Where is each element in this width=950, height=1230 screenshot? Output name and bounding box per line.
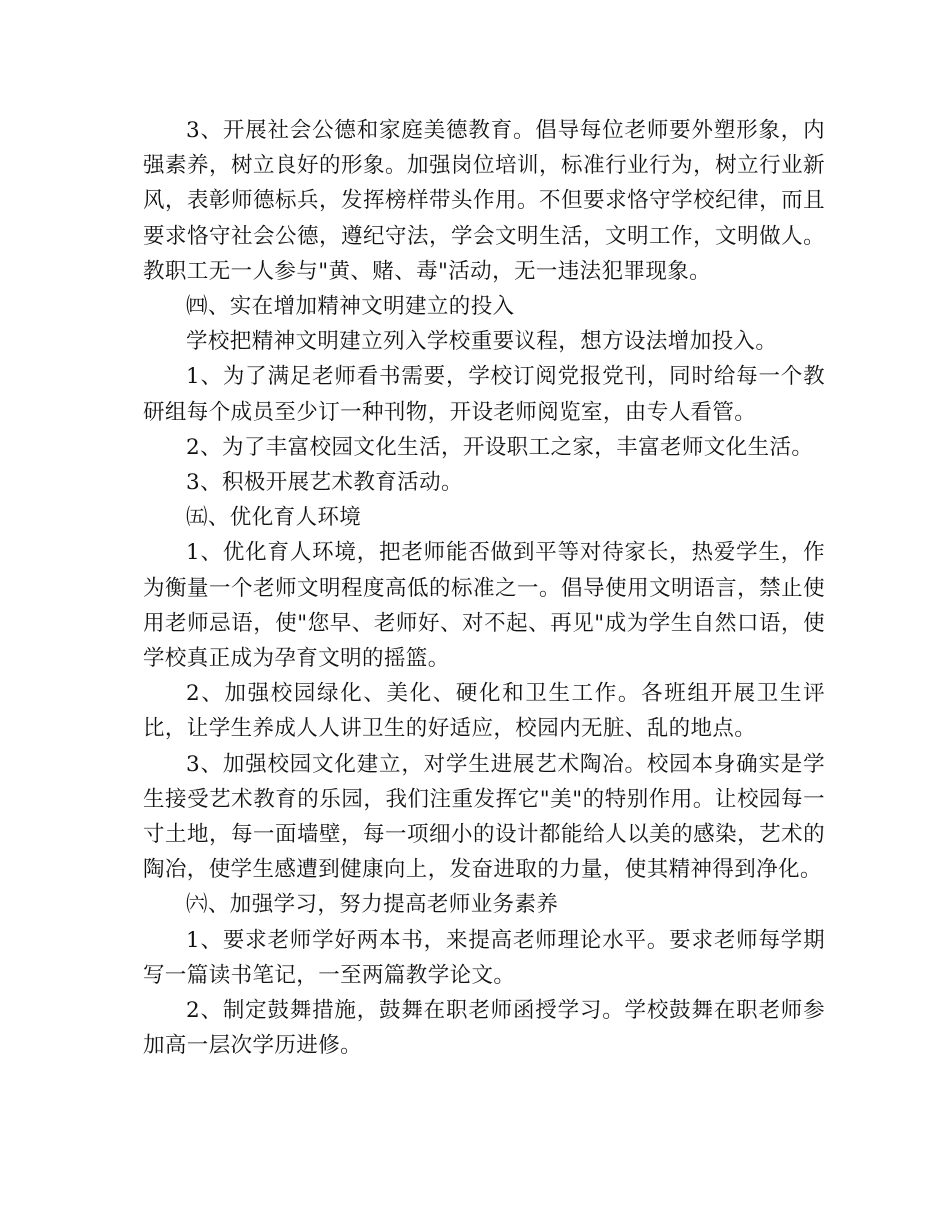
section-heading-5: ㈤、优化育人环境: [186, 505, 362, 531]
paragraph-study-books: 1、要求老师学好两本书，来提高老师理论水平。要求老师每学期写一篇读书笔记，一至两篇教学论文。: [143, 927, 825, 988]
paragraph-optimize-environment: 1、优化育人环境，把老师能否做到平等对待家长，热爱学生，作为衡量一个老师文明程度高低的标准之一。倡导使用文明语言，禁止使用老师忌语，使"您早、老师好、对不起、再见"成为学生自然口语，使学校真正成为孕育文明的摇篮。: [143, 540, 825, 672]
section-heading-4: ㈣、实在增加精神文明建立的投入: [186, 294, 515, 320]
paragraph-social-ethics: 3、开展社会公德和家庭美德教育。倡导每位老师要外塑形象，内强素养，树立良好的形象。加强岗位培训，标准行业行为，树立行业新风，表彰师德标兵，发挥榜样带头作用。不但要求恪守学校纪律，而且要求恪守社会公德，遵纪守法，学会文明生活，文明工作，文明做人。教职工无一人参与"黄、赌、毒"活动，无一违法犯罪现象。: [143, 118, 825, 284]
paragraph-reading-needs: 1、为了满足老师看书需要，学校订阅党报党刊，同时给每一个教研组每个成员至少订一种刊物，开设老师阅览室，由专人看管。: [143, 364, 825, 425]
section-heading-6: ㈥、加强学习，努力提高老师业务素养: [186, 892, 559, 918]
paragraph-investment-intro: 学校把精神文明建立列入学校重要议程，想方设法增加投入。: [186, 329, 778, 355]
paragraph-campus-greening: 2、加强校园绿化、美化、硬化和卫生工作。各班组开展卫生评比，让学生养成人人讲卫生的好适应，校园内无脏、乱的地点。: [143, 681, 825, 742]
document-body: [143, 113, 825, 1063]
paragraph-campus-culture-life: 2、为了丰富校园文化生活，开设职工之家，丰富老师文化生活。: [186, 434, 814, 460]
paragraph-encourage-study: 2、制定鼓舞措施，鼓舞在职老师函授学习。学校鼓舞在职老师参加高一层次学历进修。: [143, 998, 825, 1059]
paragraph-art-education: 3、积极开展艺术教育活动。: [186, 470, 463, 496]
paragraph-campus-culture-building: 3、加强校园文化建立，对学生进展艺术陶冶。校园本身确实是学生接受艺术教育的乐园，我们注重发挥它"美"的特别作用。让校园每一寸土地，每一面墙壁，每一项细小的设计都能给人以美的感染，艺术的陶冶，使学生感遭到健康向上，发奋进取的力量，使其精神得到净化。: [143, 751, 825, 883]
